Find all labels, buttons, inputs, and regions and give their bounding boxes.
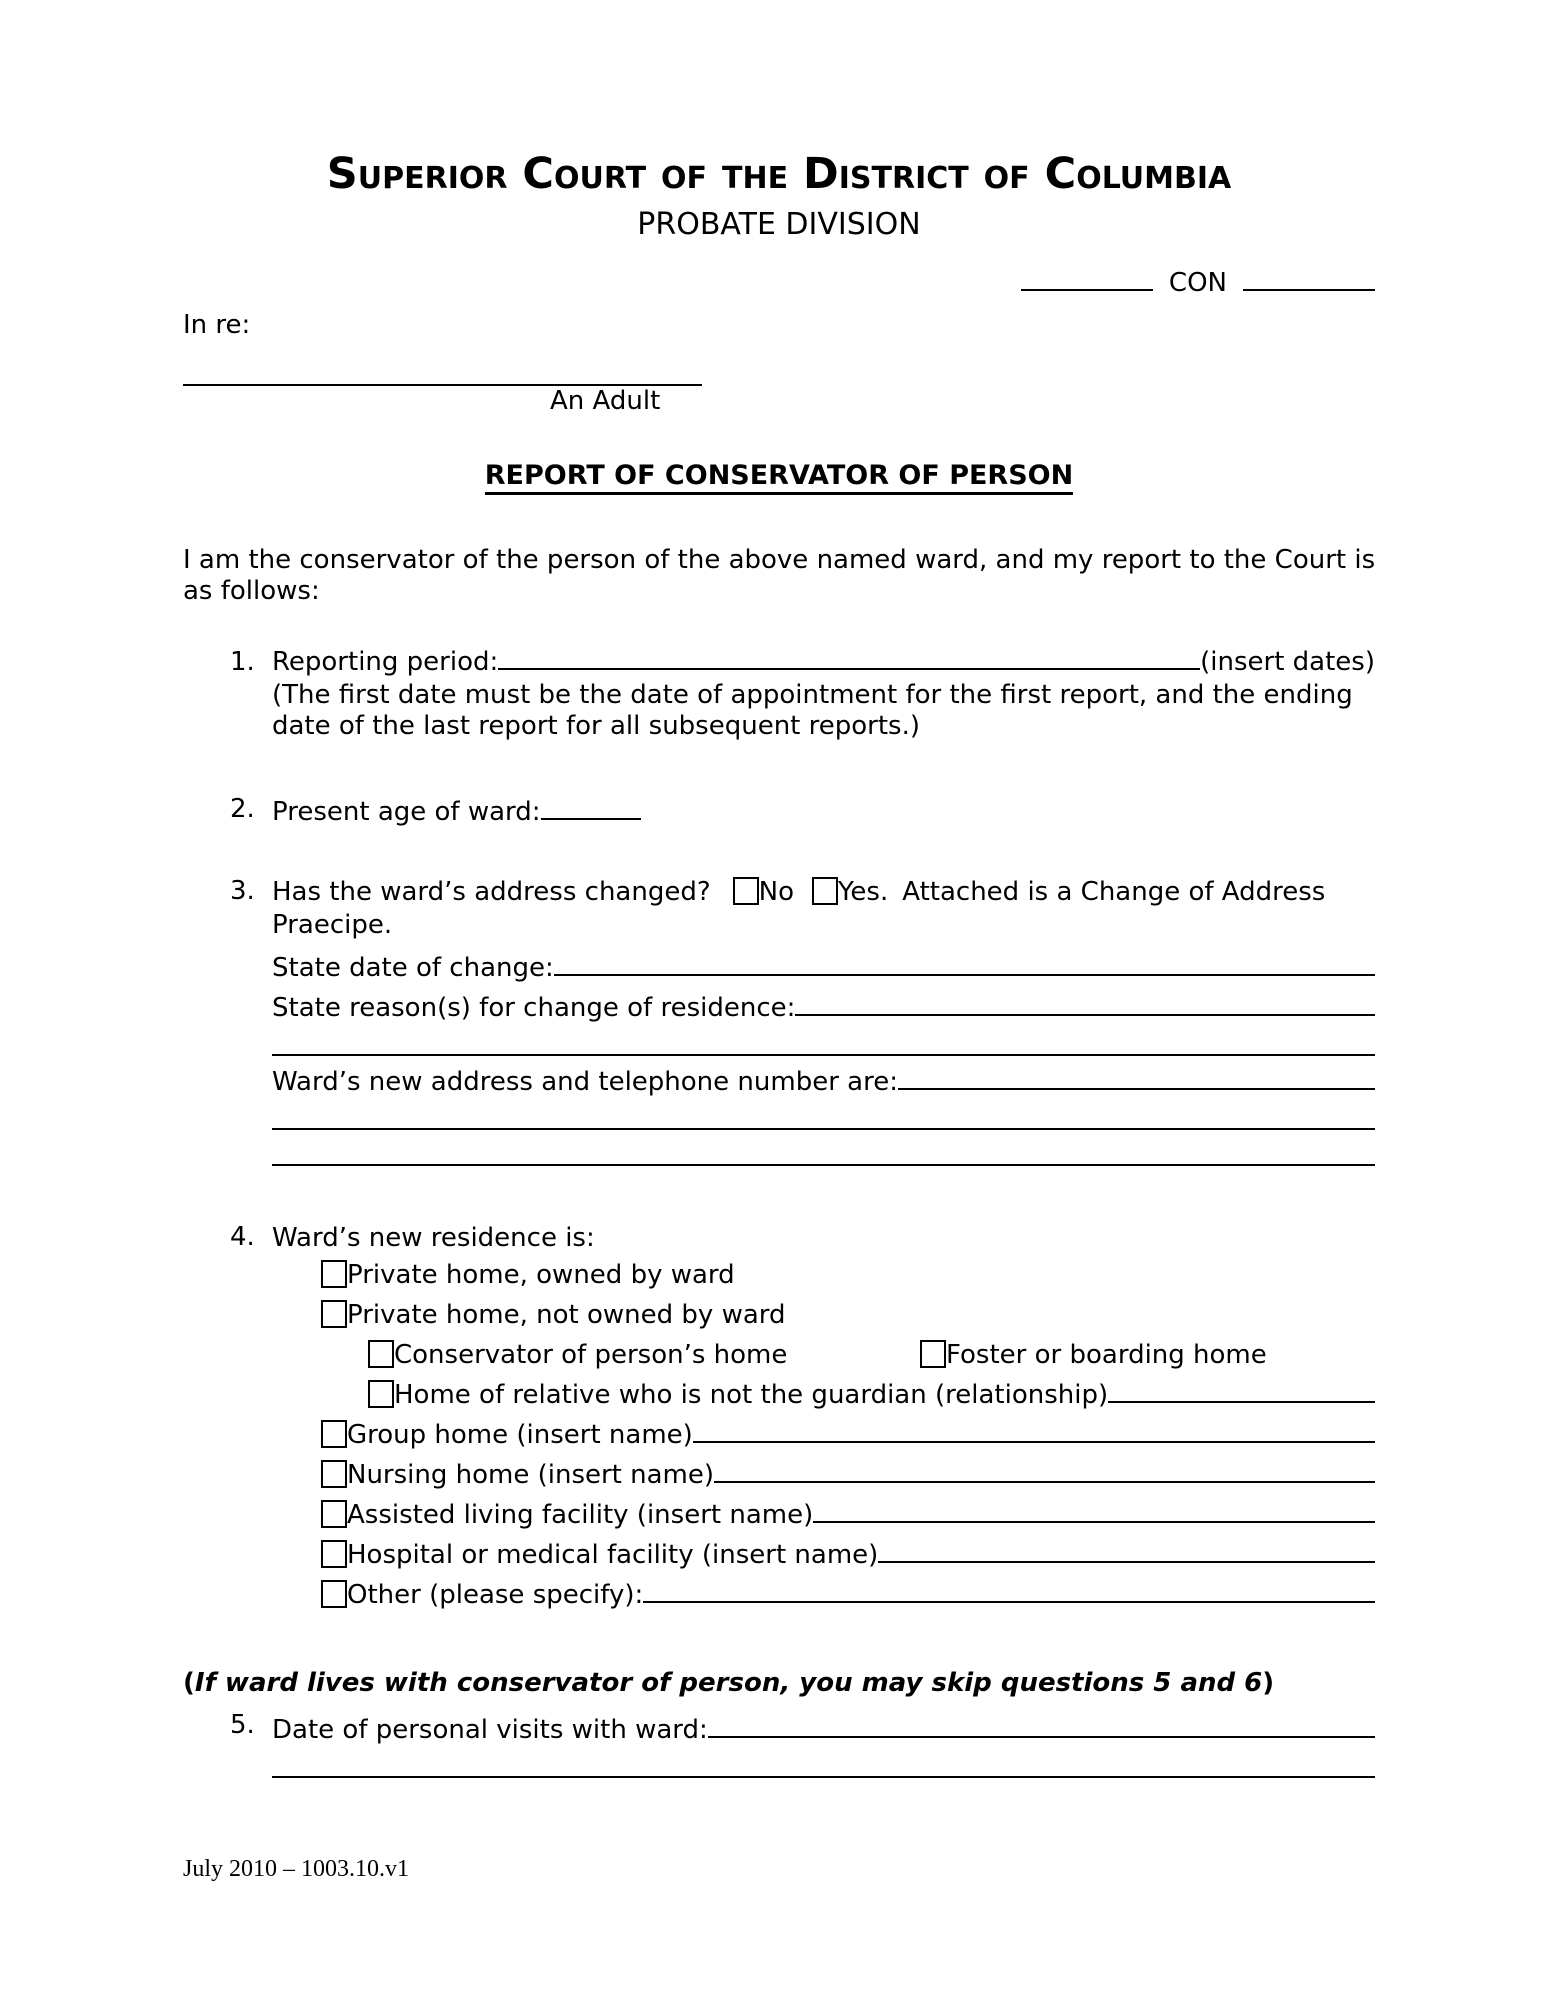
- option-nursing-home: Nursing home (insert name): [347, 1460, 715, 1491]
- question-4-number: 4.: [230, 1222, 255, 1253]
- question-5: [230, 1710, 1375, 1778]
- checkbox-conservator-home[interactable]: [368, 1340, 394, 1368]
- skip-questions-note: [183, 1667, 1375, 1700]
- case-number-blank-right[interactable]: [1243, 265, 1375, 291]
- reporting-period-note: (The first date must be the date of appointment for the first report, and the ending date of the last report for all subsequent reports.): [272, 680, 1353, 742]
- reason-change-blank[interactable]: [795, 1012, 1375, 1016]
- address-changed-line: [272, 876, 1400, 942]
- reporting-period-blank[interactable]: [498, 666, 1200, 670]
- question-1: [230, 647, 1375, 742]
- reason-change-label: State reason(s) for change of residence:: [272, 993, 796, 1024]
- new-address-label: Ward’s new address and telephone number are:: [272, 1067, 898, 1098]
- case-number-row: [183, 265, 1375, 298]
- question-2-number: 2.: [230, 794, 255, 825]
- court-title: Superior Court of the District of Columbia: [326, 149, 1232, 199]
- assisted-living-name-blank[interactable]: [813, 1519, 1375, 1523]
- question-5-number: 5.: [230, 1710, 255, 1741]
- form-title-text: REPORT OF CONSERVATOR OF PERSON: [485, 460, 1073, 495]
- checkbox-yes[interactable]: [812, 877, 838, 905]
- division-subtitle: PROBATE DIVISION: [637, 207, 921, 243]
- hospital-name-blank[interactable]: [878, 1559, 1375, 1563]
- option-private-home-owned: Private home, owned by ward: [347, 1260, 735, 1291]
- case-number-blank-left[interactable]: [1021, 265, 1153, 291]
- con-label: CON: [1168, 268, 1227, 299]
- address-continuation-line-2[interactable]: [272, 1130, 1375, 1166]
- checkbox-private-home-not-owned[interactable]: [321, 1300, 347, 1328]
- new-residence-label: Ward’s new residence is:: [272, 1223, 595, 1254]
- personal-visits-continuation-line[interactable]: [272, 1750, 1375, 1778]
- form-title: [183, 460, 1375, 491]
- relationship-blank[interactable]: [1108, 1399, 1375, 1403]
- ward-age-label: Present age of ward:: [272, 797, 541, 828]
- residence-option-pair: [368, 1335, 1375, 1375]
- skip-note-text: If ward lives with conservator of person, you may skip questions 5 and 6: [194, 1668, 1263, 1699]
- intro-paragraph: I am the conservator of the person of the above named ward, and my report to the Court is as follows:: [183, 545, 1376, 607]
- checkbox-foster-home[interactable]: [920, 1340, 946, 1368]
- date-of-change-blank[interactable]: [554, 972, 1375, 976]
- in-re-label: In re:: [183, 310, 251, 341]
- insert-dates-hint: (insert dates): [1200, 647, 1375, 678]
- personal-visits-blank[interactable]: [708, 1734, 1375, 1738]
- question-3-number: 3.: [230, 876, 255, 907]
- address-continuation-line-1[interactable]: [272, 1102, 1375, 1130]
- no-label: No: [758, 877, 794, 908]
- option-conservator-home: Conservator of person’s home: [394, 1340, 788, 1371]
- checkbox-nursing-home[interactable]: [321, 1460, 347, 1488]
- other-specify-blank[interactable]: [643, 1599, 1375, 1603]
- option-relative-home: Home of relative who is not the guardian (relationship): [394, 1380, 1109, 1411]
- option-private-home-not-owned: Private home, not owned by ward: [347, 1300, 786, 1331]
- question-3: [230, 876, 1375, 1166]
- option-foster-home: Foster or boarding home: [946, 1340, 1267, 1371]
- question-4: [230, 1222, 1375, 1615]
- new-address-blank[interactable]: [898, 1086, 1375, 1090]
- reporting-period-label: Reporting period:: [272, 647, 499, 678]
- attached-praecipe-text: Attached is a Change of Address Praecipe.: [272, 877, 1326, 941]
- option-group-home: Group home (insert name): [347, 1420, 693, 1451]
- ward-age-blank[interactable]: [541, 794, 641, 820]
- question-2: [230, 794, 1375, 828]
- option-assisted-living: Assisted living facility (insert name): [347, 1500, 814, 1531]
- an-adult-label: An Adult: [550, 386, 661, 417]
- skip-note-open-paren: (: [183, 1668, 195, 1699]
- nursing-home-name-blank[interactable]: [714, 1479, 1375, 1483]
- group-home-name-blank[interactable]: [693, 1439, 1375, 1443]
- checkbox-group-home[interactable]: [321, 1420, 347, 1448]
- yes-label: Yes.: [838, 877, 889, 908]
- checkbox-hospital[interactable]: [321, 1540, 347, 1568]
- checkbox-private-home-owned[interactable]: [321, 1260, 347, 1288]
- checkbox-other[interactable]: [321, 1580, 347, 1608]
- checkbox-relative-home[interactable]: [368, 1380, 394, 1408]
- checkbox-assisted-living[interactable]: [321, 1500, 347, 1528]
- address-changed-question: Has the ward’s address changed?: [272, 877, 711, 908]
- reason-continuation-line[interactable]: [272, 1028, 1375, 1056]
- option-other: Other (please specify):: [347, 1580, 644, 1611]
- skip-note-close-paren: ): [1262, 1668, 1275, 1699]
- form-version-footer: July 2010 – 1003.10.v1: [183, 1856, 410, 1882]
- option-hospital: Hospital or medical facility (insert name): [347, 1540, 879, 1571]
- checkbox-no[interactable]: [733, 877, 759, 905]
- date-of-change-label: State date of change:: [272, 953, 554, 984]
- personal-visits-label: Date of personal visits with ward:: [272, 1715, 708, 1746]
- question-1-number: 1.: [230, 647, 255, 678]
- ward-name-blank[interactable]: [183, 340, 702, 386]
